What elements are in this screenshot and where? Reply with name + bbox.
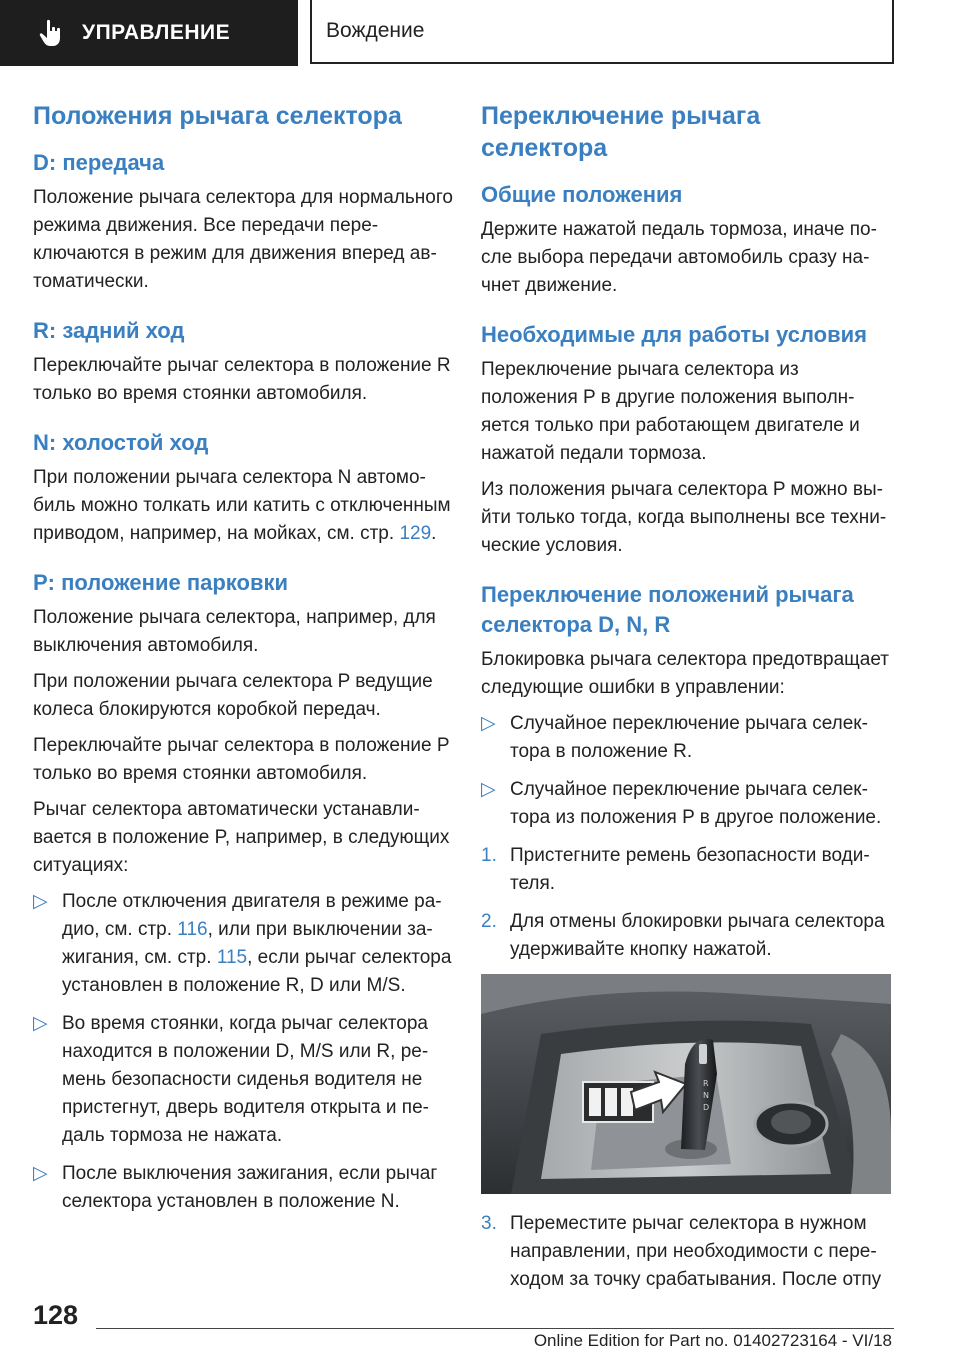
heading-conditions: Необходимые для работы условия (481, 322, 867, 347)
page-number: 128 (33, 1300, 79, 1330)
step-number: 2. (481, 911, 497, 932)
triangle-bullet-icon: ▷ (33, 891, 48, 912)
text-n: При положении рычага селектора N автомобиль можно толкать или катить с отключенным приводом, например, на мойках, см. стр. 129. (33, 467, 451, 544)
chapter-box (310, 0, 894, 64)
step-number: 3. (481, 1213, 497, 1234)
left-column (33, 100, 453, 1226)
text-dnr-intro: Блокировка рычага селектора предотвращает следующие ошибки в управлении: (481, 649, 889, 698)
text-conditions-1: Переключение рычага селектора из положения P в другие положения выполняется только при работающем двигателе и нажатой педали тормоза. (481, 359, 860, 464)
text-p-2: При положении рычага селектора P ведущие колеса блокируются коробкой передач. (33, 671, 433, 720)
text-p-3: Переключайте рычаг селектора в положение P только во время стоянки автомобиля. (33, 735, 450, 784)
hand-pointer-icon (36, 18, 66, 48)
svg-text:D: D (703, 1103, 710, 1112)
page-link-115[interactable]: 115 (216, 947, 248, 968)
step-item: 3. Переместите рычаг селектора в нужном направлении, при необходимости с переходом за точку срабатывания. После отпу (481, 1210, 891, 1294)
left-title: Положения рычага селектора (33, 102, 402, 130)
steps-list (481, 842, 891, 964)
errors-list (481, 710, 891, 832)
heading-d: D: передача (33, 150, 165, 175)
heading-general: Общие положения (481, 182, 683, 207)
triangle-bullet-icon: ▷ (481, 713, 496, 734)
gear-selector-photo (481, 974, 891, 1194)
list-item: ▷ Случайное переключение рычага селектора в положение R. (481, 710, 891, 766)
list-item: ▷ После отключения двигателя в режиме радио, см. стр. 116, или при выключении зажигания, см. стр. 115, если рычаг селектора установлен в положение R, D или M/S. (33, 888, 453, 1000)
heading-n: N: холостой ход (33, 430, 209, 455)
list-item: ▷ Случайное переключение рычага селектора из положения P в другое положение. (481, 776, 891, 832)
text-p-1: Положение рычага селектора, например, для выключения автомобиля. (33, 607, 436, 656)
list-item: ▷ После выключения зажигания, если рычаг селектора установлен в положение N. (33, 1160, 453, 1216)
text-d: Положение рычага селектора для нормального режима движения. Все передачи переключаются в режим для движения вперед автоматически. (33, 187, 453, 292)
steps-list-continued (481, 1210, 891, 1294)
right-title: Переключение рычага селектора (481, 102, 761, 162)
text-p-4: Рычаг селектора автоматически устанавливается в положение P, например, в следующих ситуациях: (33, 799, 450, 876)
section-tab (0, 0, 298, 66)
svg-text:R: R (703, 1079, 709, 1088)
triangle-bullet-icon: ▷ (33, 1163, 48, 1184)
page-link-129[interactable]: 129 (399, 523, 432, 544)
park-situations-list (33, 888, 453, 1216)
text-r: Переключайте рычаг селектора в положение R только во время стоянки автомобиля. (33, 355, 451, 404)
section-title: УПРАВЛЕНИЕ (82, 21, 231, 44)
list-item: ▷ Во время стоянки, когда рычаг селектора находится в положении D, M/S или R, ремень безопасности сиденья водителя не пристегнут, дверь водителя открыта и педаль тормоза не нажата. (33, 1010, 453, 1150)
text-conditions-2: Из положения рычага селектора P можно выйти только тогда, когда выполнены все технические условия. (481, 479, 887, 556)
triangle-bullet-icon: ▷ (481, 779, 496, 800)
chapter-title: Вождение (326, 19, 425, 42)
step-item: 1. Пристегните ремень безопасности водителя. (481, 842, 891, 898)
step-item: 2. Для отмены блокировки рычага селектора удерживайте кнопку нажатой. (481, 908, 891, 964)
svg-text:N: N (703, 1091, 709, 1100)
heading-r: R: задний ход (33, 318, 185, 343)
heading-p: P: положение парковки (33, 570, 289, 595)
text-general: Держите нажатой педаль тормоза, иначе после выбора передачи автомобиль сразу начнет движение. (481, 219, 877, 296)
right-column (481, 100, 891, 1304)
edition-note: Online Edition for Part no. 01402723164 - VI/18 (533, 1331, 892, 1350)
heading-dnr: Переключение положений рычага селектора D, N, R (481, 582, 854, 637)
page-link-116[interactable]: 116 (177, 919, 208, 940)
step-number: 1. (481, 845, 497, 866)
triangle-bullet-icon: ▷ (33, 1013, 48, 1034)
footer-divider (96, 1328, 894, 1329)
